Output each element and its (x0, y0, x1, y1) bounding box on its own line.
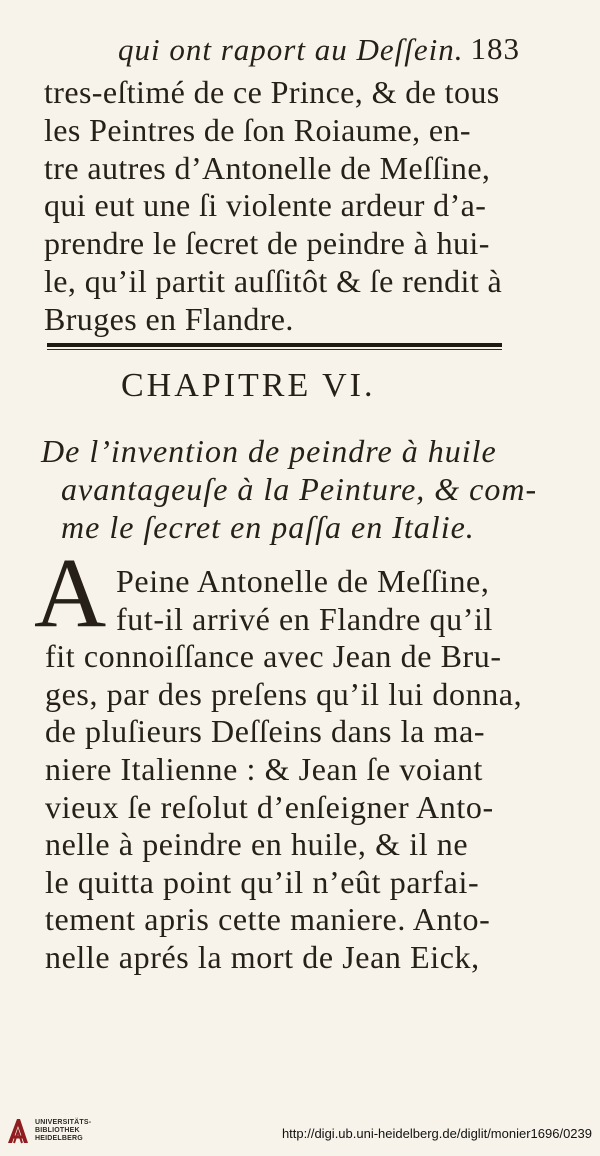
text-line: le, qu’il partit auſſitôt & ſe rendit à (44, 262, 503, 299)
main-text-line: le quitta point qu’il n’eût parfai- (45, 863, 480, 900)
text-line: tre autres d’Antonelle de Meſſine, (44, 149, 491, 186)
summary-line: De l’invention de peindre à huile (41, 433, 497, 469)
logo-text-line: UNIVERSITÄTS- (35, 1119, 92, 1126)
main-text-line: niere Italienne : & Jean ſe voiant (45, 750, 484, 787)
chapter-main-text (45, 563, 523, 977)
main-text-line: nelle à peindre en huile, & il ne (45, 826, 469, 863)
text-line: Bruges en Flandre. (44, 300, 294, 337)
main-text-line: vieux ſe reſolut d’enſeigner Anto- (45, 788, 494, 825)
library-logo-text (35, 1119, 105, 1143)
chapter-divider-rule (47, 343, 502, 347)
main-text-line: nelle aprés la mort de Jean Eick, (45, 938, 480, 975)
chapter-title: CHAPITRE VI. (121, 367, 376, 404)
text-line: tres-eſtimé de ce Prince, & de tous (44, 74, 500, 110)
drop-cap-letter: A (34, 537, 107, 648)
page-number: 183 (470, 31, 520, 66)
main-text-line: ges, par des preſens qu’il lui donna, (45, 675, 523, 712)
logo-text-line: HEIDELBERG (35, 1135, 83, 1142)
library-logo-icon (6, 1113, 30, 1145)
source-url: http://digi.ub.uni-heidelberg.de/diglit/monier1696/0239 (281, 1126, 592, 1141)
text-line: qui eut une ſi violente ardeur d’a- (44, 187, 487, 224)
university-library-logo (6, 1113, 94, 1151)
summary-line: avantageuſe à la Peinture, & com- (61, 471, 538, 507)
text-line: prendre le ſecret de peindre à hui- (44, 225, 490, 262)
summary-line: me le ſecret en paſſa en Italie. (61, 509, 475, 545)
main-text-line: fut-il arrivé en Flandre qu’il (116, 600, 493, 637)
main-text-line: tement apris cette maniere. Anto- (45, 901, 491, 938)
main-text-line: de pluſieurs Deſſeins dans la ma- (45, 713, 486, 750)
running-head: qui ont raport au Deſſein. (118, 32, 464, 67)
main-text-line: fit connoiſſance avec Jean de Bru- (45, 638, 502, 675)
logo-text-line: BIBLIOTHEK (35, 1127, 80, 1134)
main-text-line: Peine Antonelle de Meſſine, (116, 563, 490, 599)
text-line: les Peintres de ſon Roiaume, en- (44, 111, 471, 148)
chapter-summary (41, 432, 538, 546)
page-header (118, 32, 520, 74)
intro-text-block (44, 74, 514, 339)
